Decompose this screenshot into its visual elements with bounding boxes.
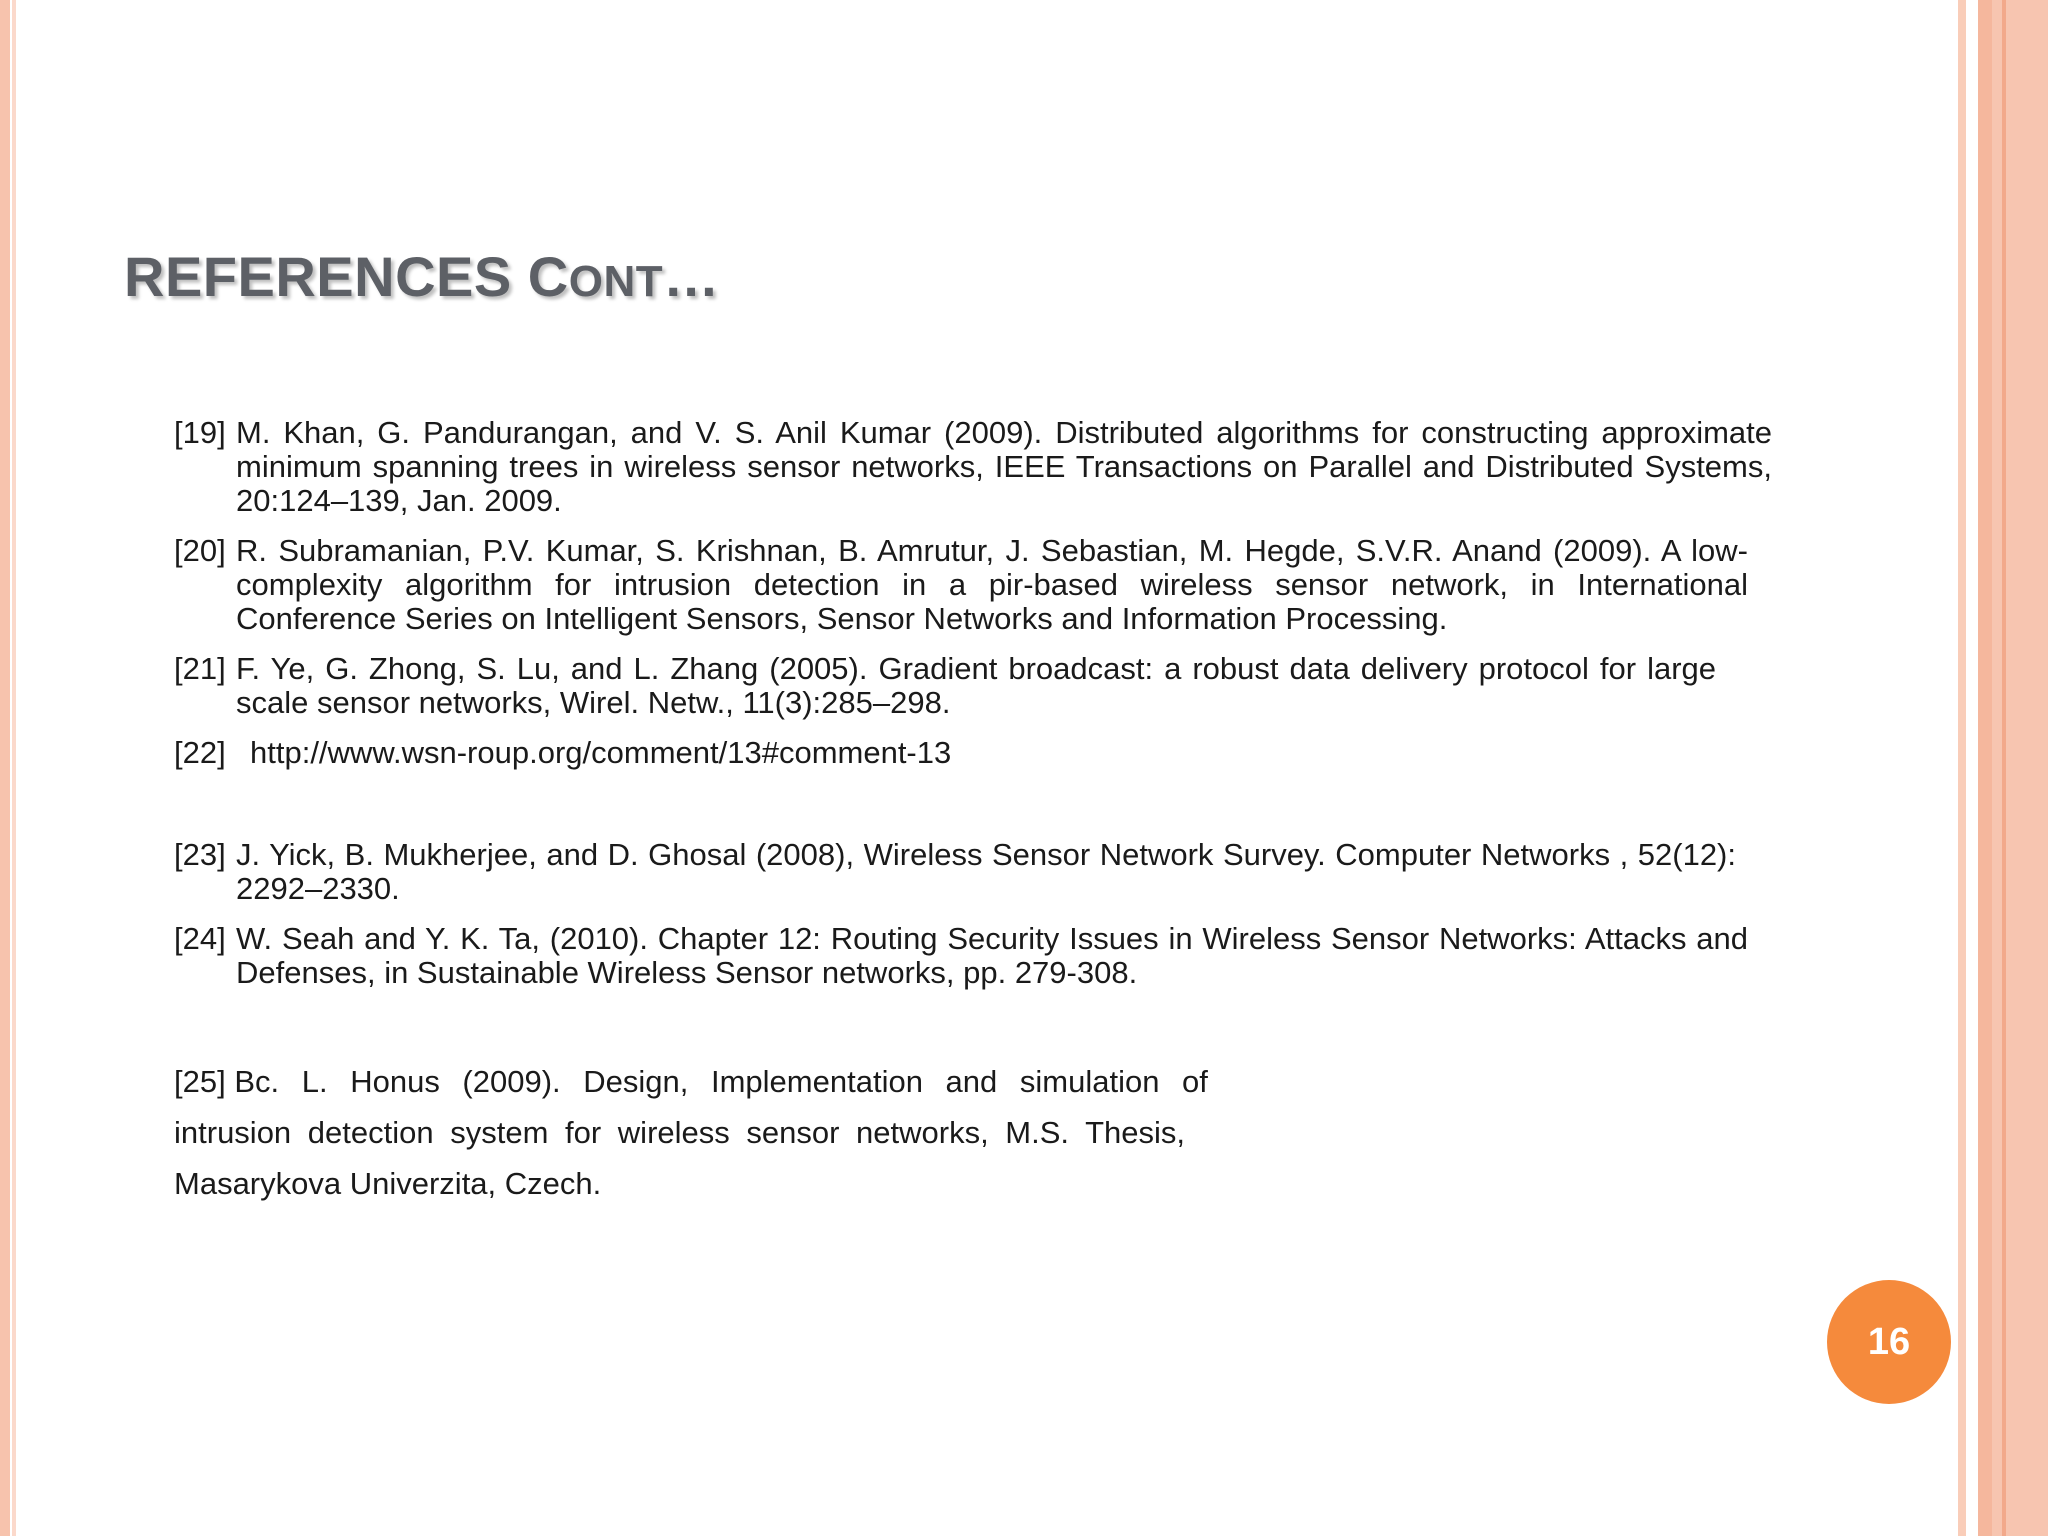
title-main: REFERENCES C [124,245,569,308]
slide-title [124,244,720,309]
reference-text-line [174,1056,1254,1107]
reference-text: W. Seah and Y. K. Ta, (2010). Chapter 12: Routing Security Issues in Wireless Sensor Networks: Attacks and Defenses, in Sustainable Wireless Sensor networks, pp. 279-308. [236,921,1748,990]
right-border-line [2002,0,2006,1536]
right-border-stripe [1978,0,1992,1536]
reference-item [174,1056,1254,1209]
reference-text: Bc. L. Honus (2009). Design, Implementation and simulation of [234,1064,1208,1099]
reference-number: [19] [174,415,226,450]
reference-text: R. Subramanian, P.V. Kumar, S. Krishnan, B. Amrutur, J. Sebastian, M. Hegde, S.V.R. Anand (2009). A low-complexity algorithm for intrusion detection in a pir-based wireless sensor network, in International Conference Series on Intelligent Sensors, Sensor Networks and Information Processing. [236,533,1748,636]
reference-item [174,736,1754,770]
reference-text: M. Khan, G. Pandurangan, and V. S. Anil Kumar (2009). Distributed algorithms for constructing approximate minimum spanning trees in wireless sensor networks, IEEE Transactions on Parallel and Distributed Systems, 20:124–139, Jan. 2009. [236,415,1772,518]
reference-link[interactable]: http://www.wsn-roup.org/comment/13#comment-13 [250,735,952,770]
left-border-stripe-inner [12,0,16,1536]
reference-number: [24] [174,921,226,956]
right-border-stripe [1958,0,1966,1536]
right-border-band [1992,0,2048,1536]
reference-text-line: intrusion detection system for wireless sensor networks, M.S. Thesis, [174,1115,1185,1150]
reference-item [174,838,1754,906]
reference-number: [25] [174,1064,226,1099]
left-border-stripe [0,0,10,1536]
reference-item [174,534,1754,636]
reference-text: J. Yick, B. Mukherjee, and D. Ghosal (2008), Wireless Sensor Network Survey. Computer Networks , 52(12): 2292–2330. [236,837,1736,906]
reference-text-line: Masarykova Univerzita, Czech. [174,1166,602,1201]
title-ellipsis: … [663,245,720,308]
reference-number: [21] [174,651,226,686]
page-number-badge: 16 [1827,1280,1951,1404]
reference-number: [20] [174,533,226,568]
reference-text: F. Ye, G. Zhong, S. Lu, and L. Zhang (2005). Gradient broadcast: a robust data delivery protocol for large scale sensor networks, Wirel. Netw., 11(3):285–298. [236,651,1716,720]
reference-number: [22] [174,735,226,770]
reference-item [174,922,1754,990]
reference-number: [23] [174,837,226,872]
reference-item [174,415,1772,518]
title-small-caps: ONT [568,257,664,306]
reference-item [174,652,1754,720]
